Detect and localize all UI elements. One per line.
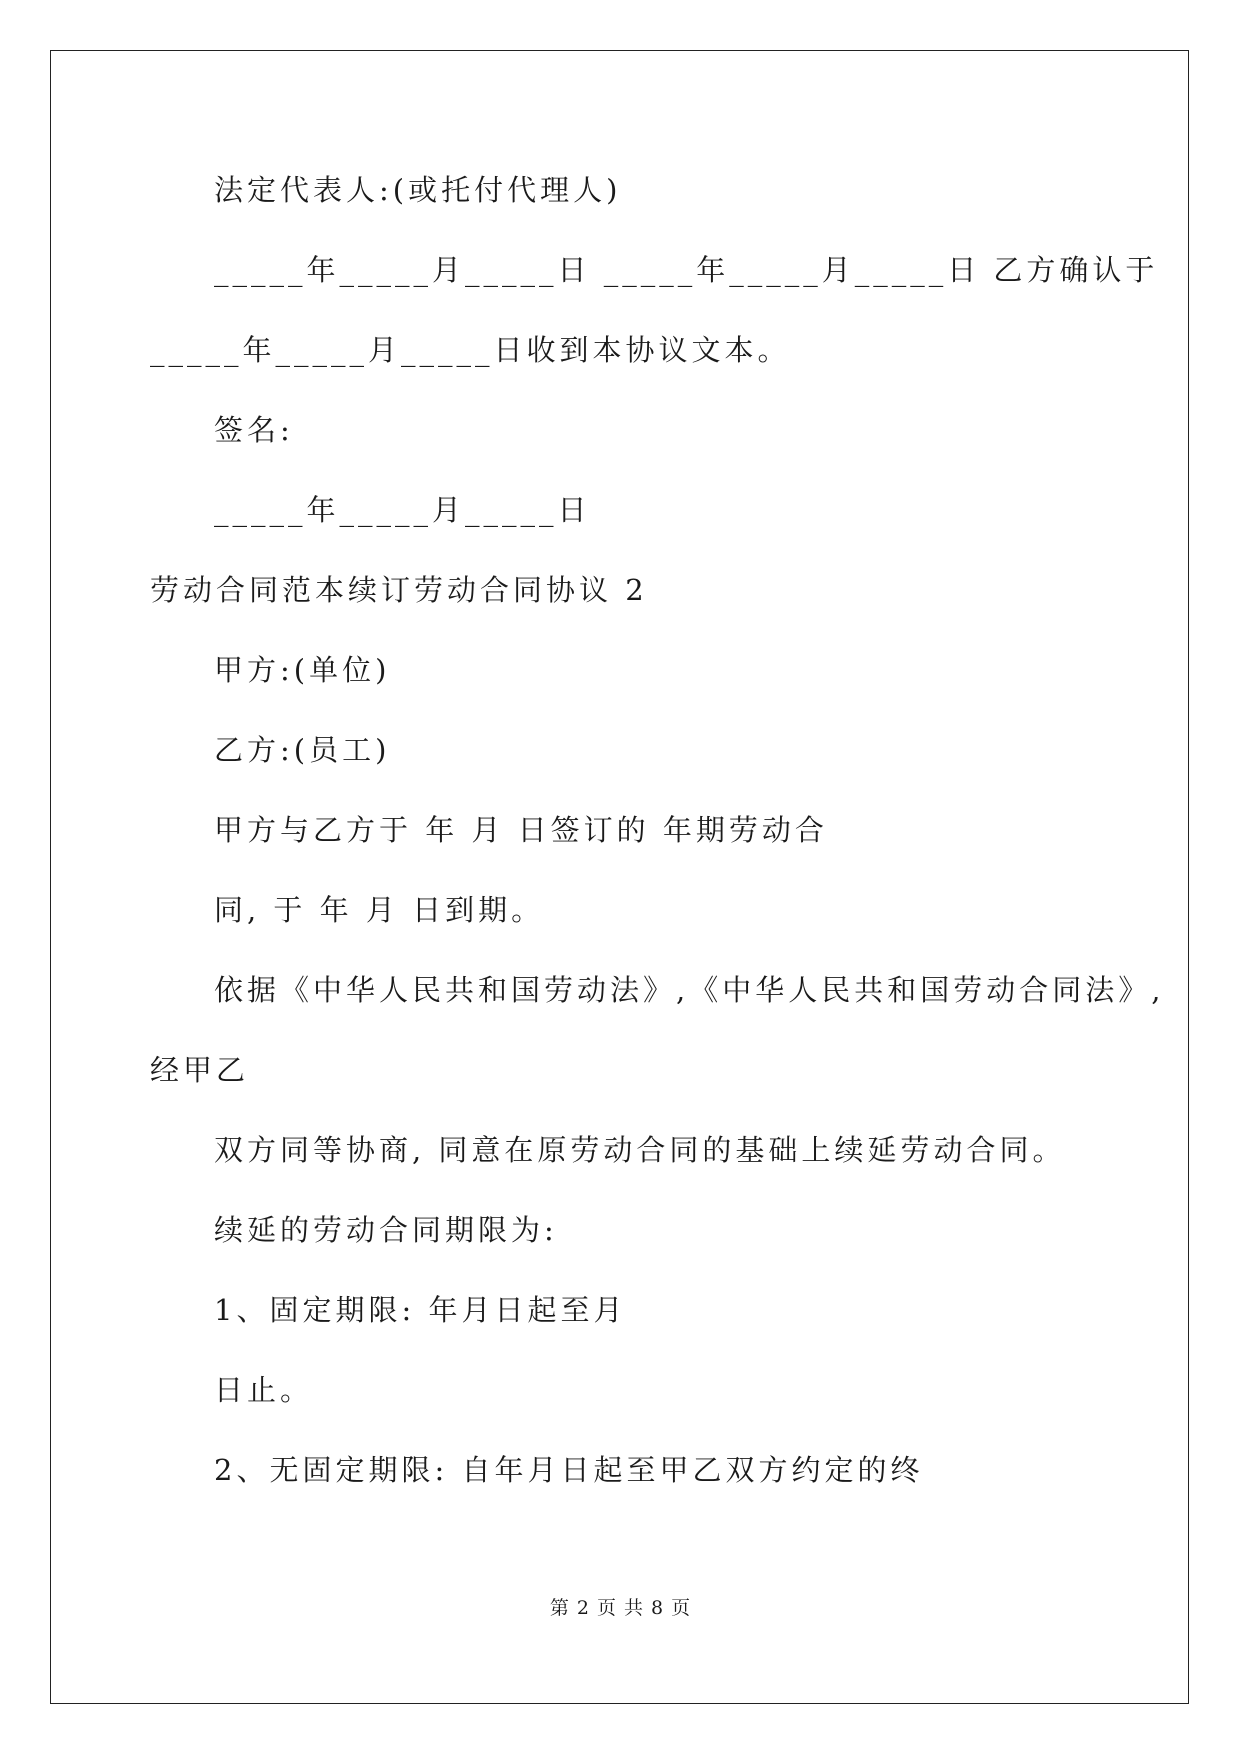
term-heading: 续延的劳动合同期限为:: [214, 1213, 558, 1247]
contract-sign-line: 甲方与乙方于 年 月 日签订的 年期劳动合: [214, 813, 828, 847]
agreement-line: 双方同等协商, 同意在原劳动合同的基础上续延劳动合同。: [214, 1133, 1066, 1167]
fixed-term-item: 1、固定期限: 年月日起至月: [214, 1293, 627, 1327]
legal-basis-continuation: 经甲乙: [150, 1053, 250, 1087]
party-b-line: 乙方:(员工): [214, 733, 391, 767]
legal-basis-line: 依据《中华人民共和国劳动法》,《中华人民共和国劳动合同法》,: [214, 973, 1165, 1007]
signature-date-line: _____年_____月_____日: [214, 493, 591, 527]
receipt-date-line: _____年_____月_____日收到本协议文本。: [150, 333, 791, 367]
signature-label: 签名:: [214, 413, 294, 447]
fixed-term-continuation: 日止。: [214, 1373, 314, 1407]
contract-expiry-line: 同, 于 年 月 日到期。: [214, 893, 545, 927]
page-number-footer: 第 2 页 共 8 页: [549, 1597, 692, 1619]
open-term-item: 2、无固定期限: 自年月日起至甲乙双方约定的终: [214, 1453, 924, 1487]
party-a-line: 甲方:(单位): [214, 653, 391, 687]
section-title: 劳动合同范本续订劳动合同协议 2: [150, 573, 648, 607]
date-confirmation-line: _____年_____月_____日 _____年_____月_____日 乙方确认于: [214, 253, 1159, 287]
legal-representative-line: 法定代表人:(或托付代理人): [214, 173, 622, 207]
